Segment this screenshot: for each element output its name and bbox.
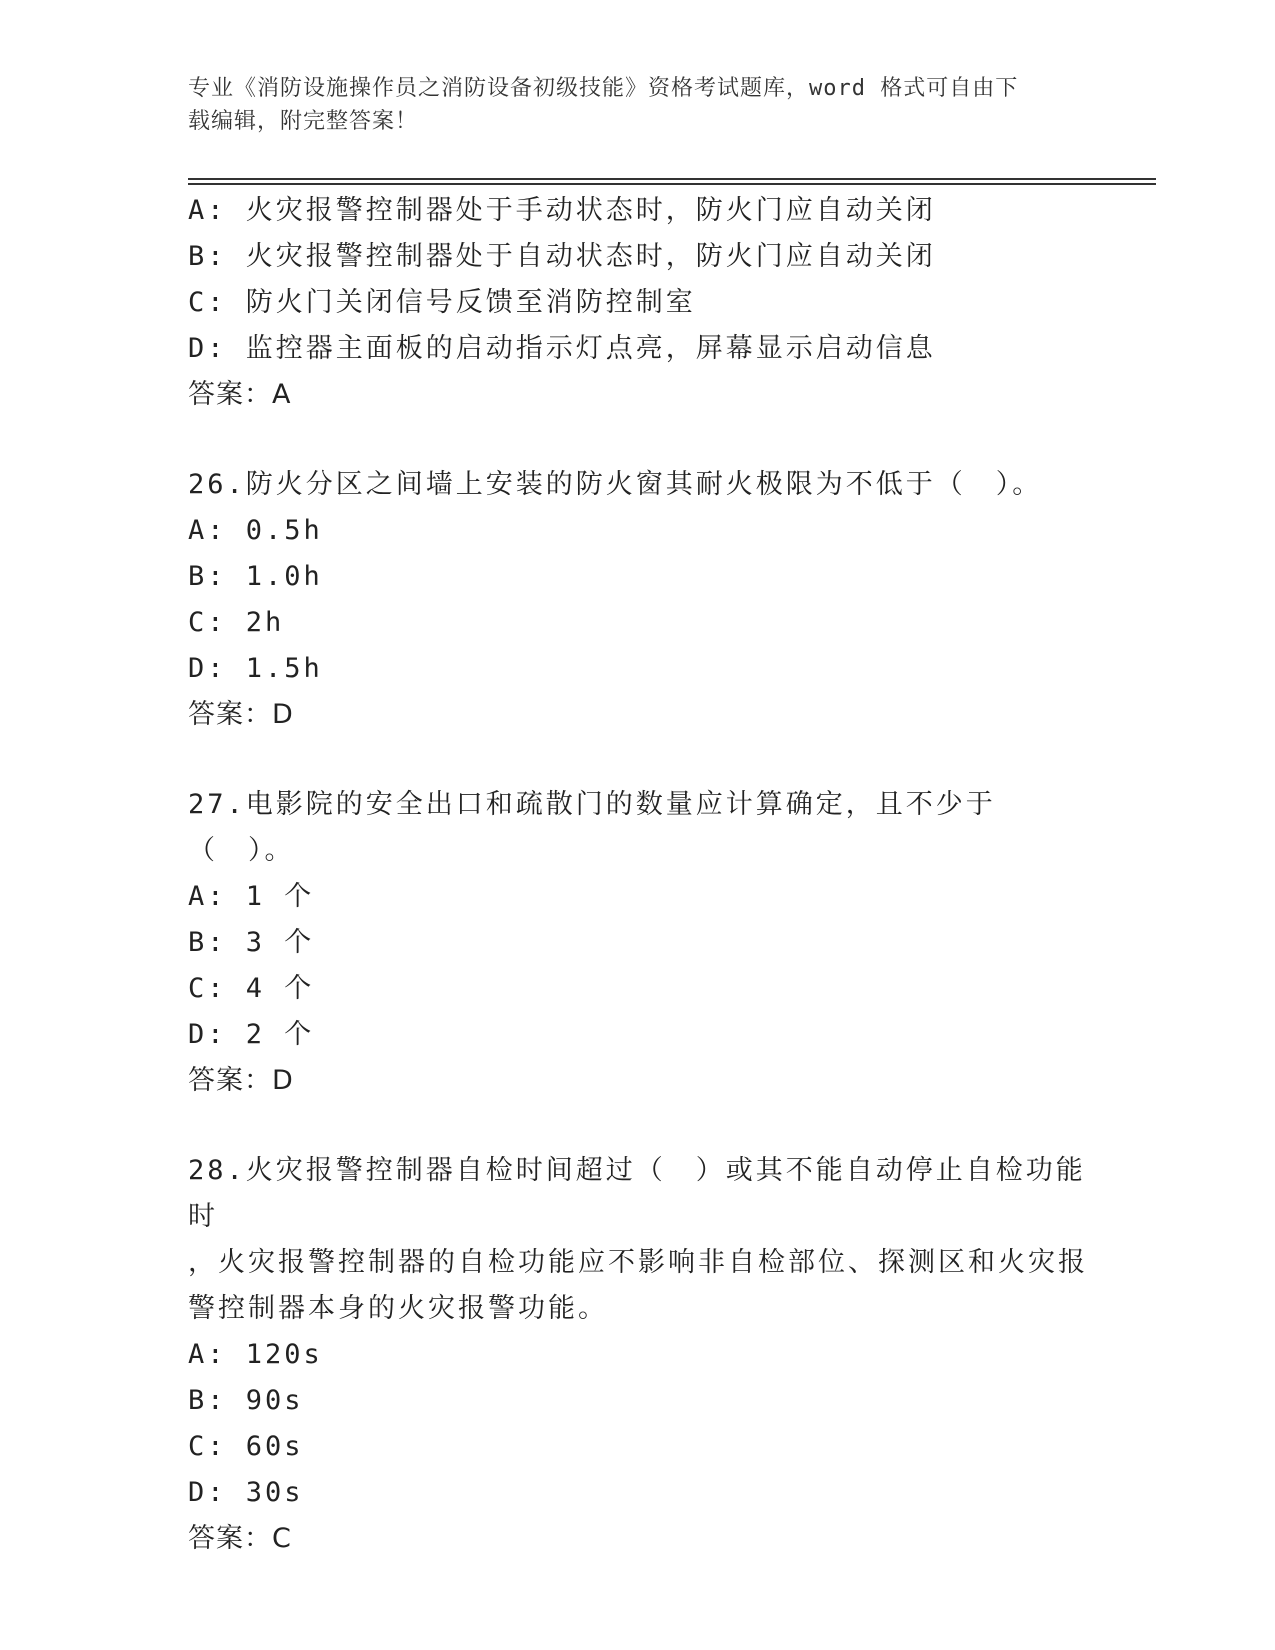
question-text-line-3: 警控制器本身的火灾报警功能。 bbox=[188, 1293, 608, 1324]
option-d: D: 30s bbox=[188, 1477, 304, 1508]
option-a: A: 120s bbox=[188, 1339, 323, 1370]
answer-line: 答案：A bbox=[188, 379, 292, 410]
option-d: D: 1.5h bbox=[188, 653, 323, 684]
option-d: D: 2 个 bbox=[188, 1019, 315, 1050]
answer-line: 答案：D bbox=[188, 1065, 294, 1096]
answer-line: 答案：C bbox=[188, 1523, 292, 1554]
option-a: A: 火灾报警控制器处于手动状态时，防火门应自动关闭 bbox=[188, 195, 936, 226]
question-text-line-2: ，火灾报警控制器的自检功能应不影响非自检部位、探测区和火灾报 bbox=[188, 1247, 1088, 1278]
document-header bbox=[188, 72, 1088, 138]
header-line-1: 专业《消防设施操作员之消防设备初级技能》资格考试题库，word 格式可自由下 bbox=[188, 76, 1019, 101]
option-c: C: 60s bbox=[188, 1431, 304, 1462]
option-d: D: 监控器主面板的启动指示灯点亮，屏幕显示启动信息 bbox=[188, 333, 936, 364]
question-text: 26.防火分区之间墙上安装的防火窗其耐火极限为不低于（ ）。 bbox=[188, 469, 1043, 500]
header-line-2: 载编辑，附完整答案！ bbox=[188, 109, 419, 134]
previous-question-block bbox=[188, 188, 1088, 418]
option-b: B: 1.0h bbox=[188, 561, 323, 592]
option-a: A: 0.5h bbox=[188, 515, 323, 546]
question-list bbox=[188, 188, 1088, 1562]
question-26 bbox=[188, 462, 1088, 738]
question-text-line-1: 28.火灾报警控制器自检时间超过（ ）或其不能自动停止自检功能时 bbox=[188, 1155, 1086, 1232]
question-28 bbox=[188, 1148, 1088, 1562]
option-a: A: 1 个 bbox=[188, 881, 315, 912]
option-b: B: 90s bbox=[188, 1385, 304, 1416]
option-c: C: 2h bbox=[188, 607, 285, 638]
header-divider-top bbox=[188, 178, 1156, 180]
option-b: B: 火灾报警控制器处于自动状态时，防火门应自动关闭 bbox=[188, 241, 936, 272]
question-27 bbox=[188, 782, 1088, 1104]
answer-line: 答案：D bbox=[188, 699, 294, 730]
option-c: C: 4 个 bbox=[188, 973, 315, 1004]
header-divider-bottom bbox=[188, 183, 1156, 185]
question-text: 27.电影院的安全出口和疏散门的数量应计算确定，且不少于（ ）。 bbox=[188, 789, 996, 866]
option-b: B: 3 个 bbox=[188, 927, 315, 958]
option-c: C: 防火门关闭信号反馈至消防控制室 bbox=[188, 287, 696, 318]
